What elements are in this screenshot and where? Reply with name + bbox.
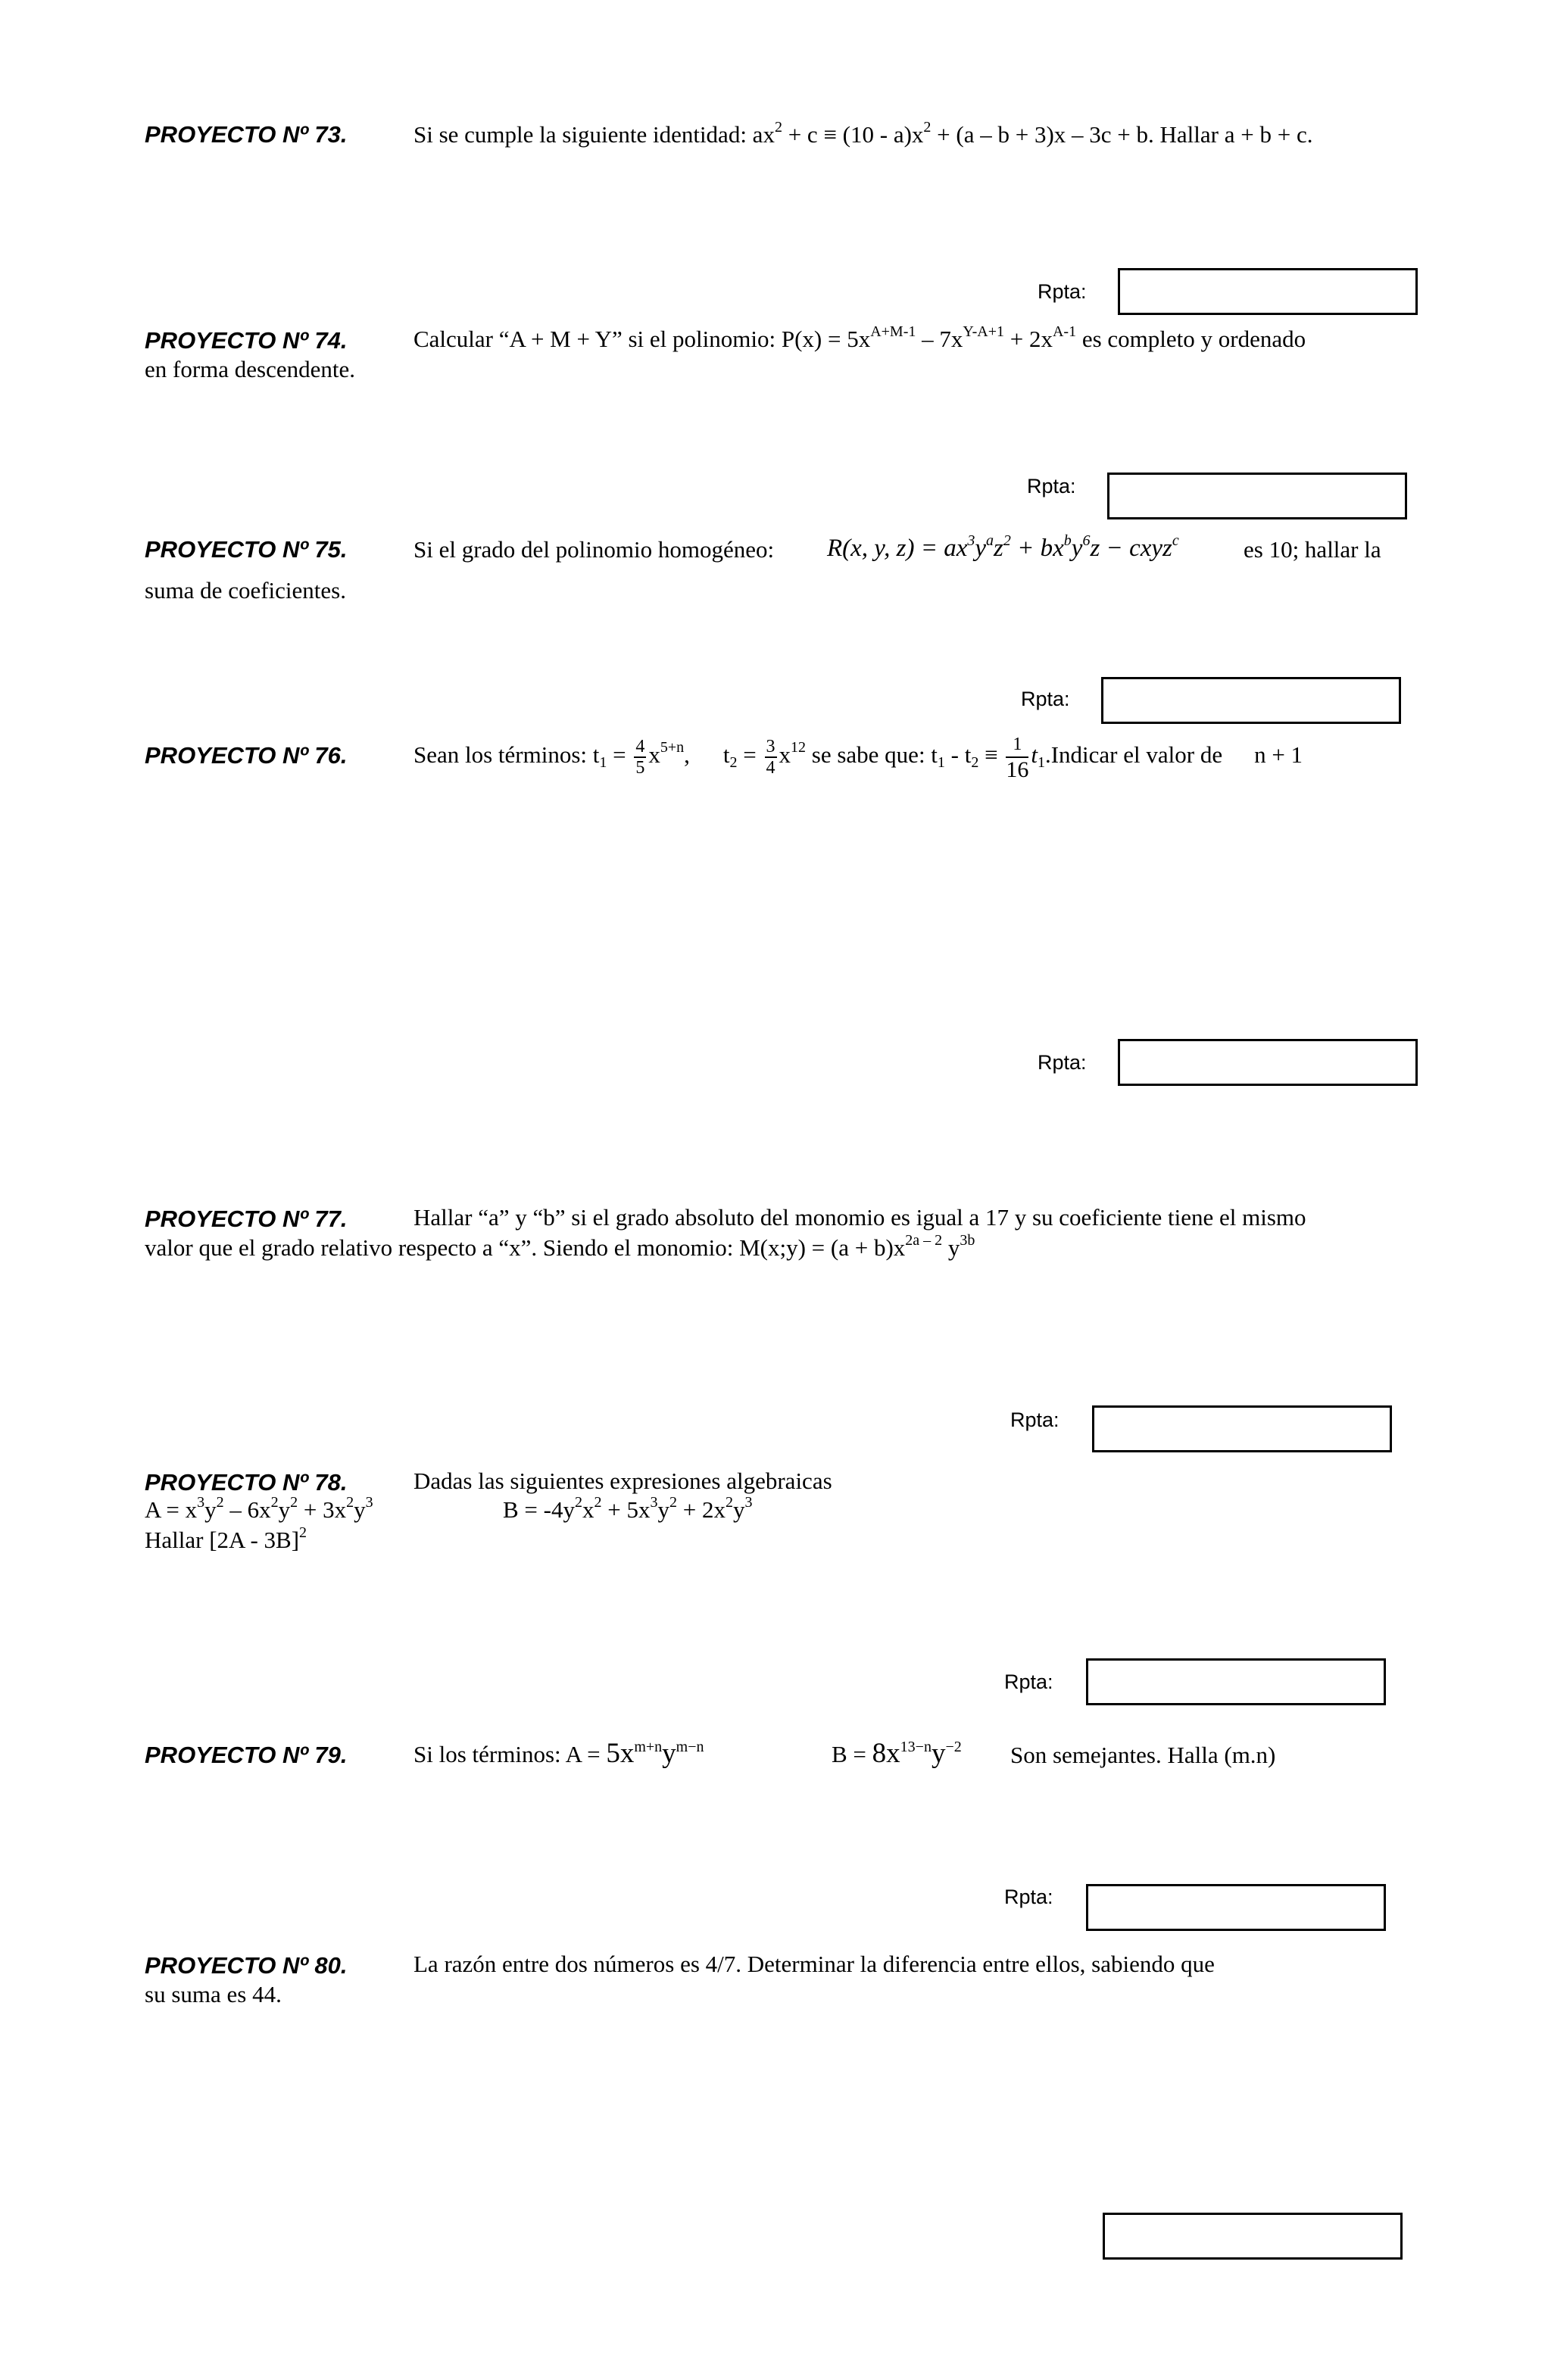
fraction-4-5: $\frac{4}{5}$: [635, 736, 645, 778]
project-79-statement-end: Son semejantes. Halla (m.n): [1010, 1742, 1276, 1768]
project-77-statement-line2: valor que el grado relativo respecto a “x”. Siendo el monomio: M(x;y) = $(a + b)x^{2a - 2}$ $y^{3b}$: [145, 1232, 975, 1261]
project-74-statement: Calcular “A + M + Y” si el polinomio: $P(x) = 5x^{A+M-1} - 7x^{Y-A+1} + 2x^{A-1}$ es completo y ordenado: [413, 323, 1306, 352]
project-78-label: PROYECTO Nº 78.: [145, 1469, 348, 1496]
answer-box-73[interactable]: [1118, 268, 1418, 315]
answer-label-79: Rpta:: [1004, 1886, 1053, 1908]
answer-box-76[interactable]: [1118, 1039, 1418, 1086]
project-73-label: PROYECTO Nº 73.: [145, 121, 348, 148]
answer-box-78[interactable]: [1086, 1658, 1386, 1705]
project-75-statement: Si el grado del polinomio homogéneo:: [413, 536, 775, 563]
project-76-label: PROYECTO Nº 76.: [145, 742, 348, 769]
project-78-statement: Dadas las siguientes expresiones algebraicas: [413, 1468, 832, 1494]
answer-box-74[interactable]: [1107, 473, 1407, 519]
answer-label-78: Rpta:: [1004, 1670, 1053, 1693]
project-75-statement-end: es 10; hallar la: [1244, 536, 1381, 563]
project-75-label: PROYECTO Nº 75.: [145, 536, 348, 563]
project-74-statement-line2: en forma descendente.: [145, 356, 356, 382]
project-80-statement-line2: su suma es 44.: [145, 1981, 282, 2007]
answer-label-76: Rpta:: [1038, 1051, 1087, 1074]
answer-box-77[interactable]: [1092, 1405, 1392, 1452]
project-79-statement: Si los términos: $A = 5x^{m+n}y^{m-n}$: [413, 1738, 704, 1769]
expression-a: $A = x^3y^2 - 6x^2y^2 + 3x^2y^3$: [145, 1494, 373, 1523]
project-79-label: PROYECTO Nº 79.: [145, 1742, 348, 1768]
fraction-1-16: $\frac{1}{16}$: [1006, 732, 1028, 782]
project-75-statement-line2: suma de coeficientes.: [145, 577, 346, 604]
answer-label-75: Rpta:: [1021, 688, 1070, 710]
answer-box-75[interactable]: [1101, 677, 1401, 724]
answer-label-74: Rpta:: [1027, 475, 1076, 498]
answer-label-73: Rpta:: [1038, 280, 1087, 303]
project-76-statement: Sean los términos: $t_1$ = $\frac{4}{5}$ $x^{5+n}$, $t_2$ = $\frac{3}{4}$ $x^{12}$ se sabe que: $t_1 - t_2$ ≡ $\frac{1}{16}$ $t_1.Indicar$ el valor de n + 1: [413, 728, 1303, 782]
project-75-formula: R(x, y, $z) = ax^3y^az^2 + bx^by^6z$ − cxyz$^c$: [827, 532, 1179, 562]
project-80-label: PROYECTO Nº 80.: [145, 1952, 348, 1979]
fraction-3-4: $\frac{3}{4}$: [766, 736, 776, 778]
project-77-label: PROYECTO Nº 77.: [145, 1206, 348, 1232]
answer-box-79[interactable]: [1086, 1884, 1386, 1931]
project-77-statement: Hallar “a” y “b” si el grado absoluto del monomio es igual a 17 y su coeficiente tiene el mismo: [413, 1204, 1306, 1231]
project-80-statement: La razón entre dos números es 4/7. Determinar la diferencia entre ellos, sabiendo que: [413, 1951, 1215, 1977]
project-79-term-b: $B = 8x^{13-n}y^{-2}$: [832, 1738, 962, 1769]
answer-label-77: Rpta:: [1010, 1408, 1059, 1431]
project-78-task: Hallar [2A - 3B]$^2$: [145, 1524, 307, 1553]
project-73-statement: Si se cumple la siguiente identidad: $ax^2 + c \equiv (10 - a)x^2 + (a - b + 3)x - 3c + b$. Hallar a + b + c.: [413, 119, 1313, 148]
answer-box-80[interactable]: [1103, 2213, 1403, 2260]
expression-b: $B = -4y^2x^2 + 5x^3y^2 + 2x^2y^3$: [503, 1494, 753, 1523]
project-74-label: PROYECTO Nº 74.: [145, 327, 348, 354]
